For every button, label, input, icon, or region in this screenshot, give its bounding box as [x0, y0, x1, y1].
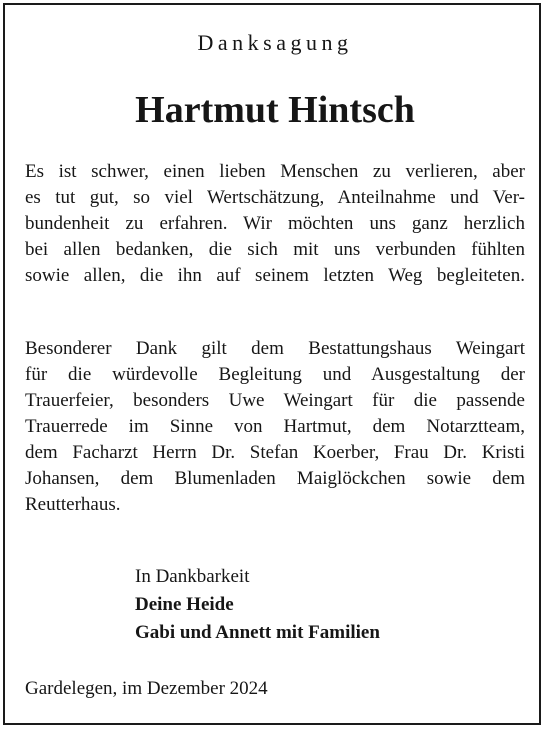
paragraph-line: für die würdevolle Begleitung und Ausgestaltung der	[25, 364, 525, 385]
special-thanks-paragraph	[25, 336, 525, 518]
paragraph-line: bei allen bedanken, die sich mit uns verbunden fühlten	[25, 239, 525, 260]
paragraph-line: Es ist schwer, einen lieben Menschen zu verlieren, aber	[25, 161, 525, 182]
place-date: Gardelegen, im Dezember 2024	[25, 678, 268, 699]
paragraph-line: sowie allen, die ihn auf seinem letzten Weg begleiteten.	[25, 265, 525, 286]
notice-heading: Danksagung	[197, 30, 353, 55]
paragraph-line: Reutterhaus.	[25, 494, 121, 515]
paragraph-line: Trauerrede im Sinne von Hartmut, dem Notarztteam,	[25, 416, 525, 437]
paragraph-line: dem Facharzt Herrn Dr. Stefan Koerber, Frau Dr. Kristi	[25, 442, 525, 463]
paragraph-line: es tut gut, so viel Wertschätzung, Anteilnahme und Ver-	[25, 187, 525, 208]
paragraph-line: Besonderer Dank gilt dem Bestattungshaus Weingart	[25, 338, 525, 359]
closing-block	[135, 563, 380, 647]
paragraph-line: Johansen, dem Blumenladen Maiglöckchen sowie dem	[25, 468, 525, 489]
paragraph-line: Trauerfeier, besonders Uwe Weingart für die passende	[25, 390, 525, 411]
deceased-name: Hartmut Hintsch	[135, 89, 415, 131]
thanks-paragraph	[25, 159, 525, 289]
signatory-primary: Deine Heide	[135, 594, 234, 615]
paragraph-line: bundenheit zu erfahren. Wir möchten uns ganz herzlich	[25, 213, 525, 234]
closing-phrase: In Dankbarkeit	[135, 566, 250, 587]
signatory-family: Gabi und Annett mit Familien	[135, 622, 380, 643]
